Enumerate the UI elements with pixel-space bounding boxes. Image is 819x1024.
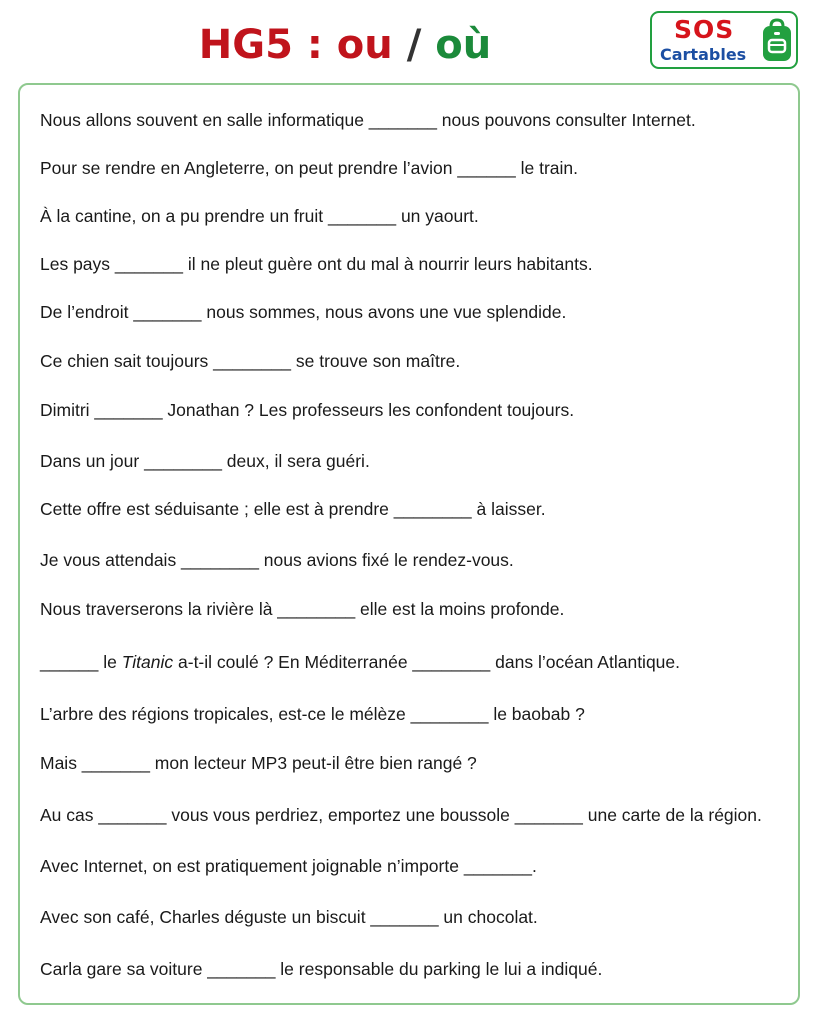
- logo-cartables-text: Cartables: [660, 45, 747, 64]
- sentence-11: Nous traverserons la rivière là ________ elle est la moins profonde.: [40, 599, 565, 619]
- sentence-6: Ce chien sait toujours ________ se trouve son maître.: [40, 351, 461, 371]
- title-slash: /: [392, 22, 436, 68]
- sentence-8: Dans un jour ________ deux, il sera guéri.: [40, 451, 370, 471]
- sentence-10: Je vous attendais ________ nous avions fixé le rendez-vous.: [40, 550, 514, 570]
- sentence-17: Avec son café, Charles déguste un biscuit _______ un chocolat.: [40, 907, 538, 927]
- logo-sos-text: SOS: [674, 15, 735, 44]
- sentence-12-italic: Titanic: [121, 652, 174, 672]
- sentence-4: Les pays _______ il ne pleut guère ont du mal à nourrir leurs habitants.: [40, 254, 593, 274]
- sentence-7: Dimitri _______ Jonathan ? Les professeurs les confondent toujours.: [40, 400, 575, 420]
- sos-cartables-logo: [650, 11, 798, 69]
- sentence-15: Au cas _______ vous vous perdriez, emportez une boussole _______ une carte de la région.: [40, 805, 762, 825]
- sentence-14: Mais _______ mon lecteur MP3 peut-il être bien rangé ?: [40, 753, 477, 773]
- sentence-1: Nous allons souvent en salle informatique _______ nous pouvons consulter Internet.: [40, 110, 696, 130]
- sentence-12: [40, 650, 680, 674]
- sentence-9: Cette offre est séduisante ; elle est à prendre ________ à laisser.: [40, 499, 546, 519]
- sentence-16: Avec Internet, on est pratiquement joignable n’importe _______.: [40, 856, 537, 876]
- page-title: [0, 20, 690, 70]
- title-colon: :: [292, 22, 337, 68]
- backpack-icon: [760, 18, 794, 64]
- sentence-12-after: a-t-il coulé ? En Méditerranée ________ dans l’océan Atlantique.: [173, 652, 681, 672]
- sentence-5: De l’endroit _______ nous sommes, nous avons une vue splendide.: [40, 302, 567, 322]
- sentence-18: Carla gare sa voiture _______ le responsable du parking le lui a indiqué.: [40, 959, 603, 979]
- sentence-2: Pour se rendre en Angleterre, on peut prendre l’avion ______ le train.: [40, 158, 578, 178]
- sentence-13: L’arbre des régions tropicales, est-ce le mélèze ________ le baobab ?: [40, 704, 585, 724]
- title-code: HG5: [198, 22, 293, 68]
- sentence-12-before: ______ le: [40, 652, 122, 672]
- title-ou-accent: où: [435, 22, 492, 68]
- sentence-3: À la cantine, on a pu prendre un fruit _______ un yaourt.: [40, 206, 479, 226]
- title-ou: ou: [336, 22, 393, 68]
